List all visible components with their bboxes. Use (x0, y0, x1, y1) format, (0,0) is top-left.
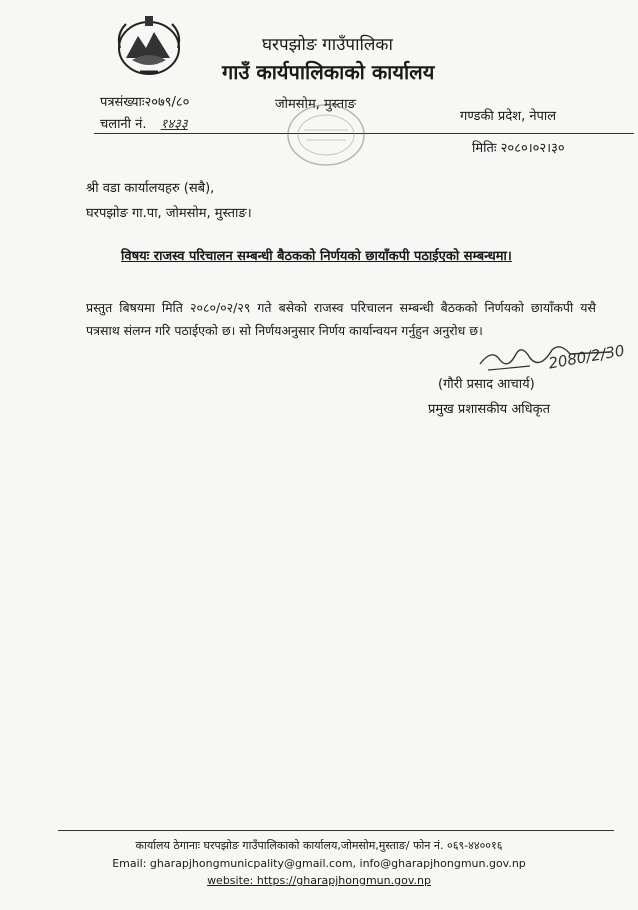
signatory-name: (गौरी प्रसाद आचार्य) (438, 377, 535, 392)
reference-number: पत्रसंख्याः२०७९/८० (100, 95, 190, 110)
location: जोमसोम, मुस्ताङ (275, 97, 356, 112)
footer-website-link[interactable]: website: https://gharapjhongmun.gov.np (207, 874, 431, 887)
province: गण्डकी प्रदेश, नेपाल (460, 109, 557, 124)
footer-address: कार्यालय ठेगानाः घरपझोङ गाउँपालिकाको कार्यालय,जोमसोम,मुस्ताङ/ फोन नं. ०६९-४४००१६ (135, 839, 503, 852)
recipient-line-2: घरपझोङ गा.पा, जोमसोम, मुस्ताङ। (86, 206, 252, 221)
letter-date: मितिः २०८०।०२।३० (472, 141, 565, 156)
subject-line: विषयः राजस्व परिचालन सम्बन्धी बैठकको निर्णयको छायाँकपी पठाईएको सम्बन्धमा। (121, 249, 512, 264)
office-name: गाउँ कार्यपालिकाको कार्यालय (222, 60, 435, 84)
footer-rule (58, 830, 614, 831)
signatory-title: प्रमुख प्रशासकीय अधिकृत (428, 402, 551, 417)
recipient-line-1: श्री वडा कार्यालयहरु (सबै), (86, 181, 215, 196)
footer-email: Email: gharapjhongmunicpality@gmail.com, info@gharapjhongmun.gov.np (112, 857, 526, 870)
municipality-name: घरपझोङ गाउँपालिका (262, 35, 393, 55)
body-paragraph: प्रस्तुत बिषयमा मिति २०८०/०२/२९ गते बसेको राजस्व परिचालन सम्बन्धी बैठकको निर्णयको छायाँकपी यसै पत्रसाथ संलग्न गरि पठाईएको छ। सो निर्णयअनुसार निर्णय कार्यान्वयन गर्नुहुन अनुरोध छ। (86, 300, 596, 338)
handwritten-date: 2080/2/30 (547, 341, 626, 373)
office-stamp-icon (284, 100, 368, 170)
dispatch-label: चलानी नं. (100, 117, 147, 132)
government-emblem-icon (112, 14, 186, 78)
dispatch-row (100, 114, 188, 132)
dispatch-number: १४३३ (160, 117, 188, 132)
